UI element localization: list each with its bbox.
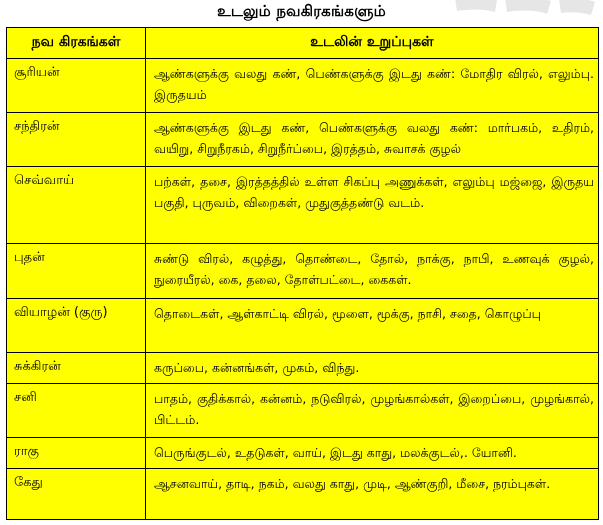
body-parts: பாதம், குதிக்கால், கன்னம், நடுவிரல், முழங்கால்கள், இறைப்பை, முழங்கால், பிட்டம். (146, 384, 599, 438)
header-body-parts: உடலின் உறுப்புகள் (146, 28, 599, 59)
planet-name: சந்திரன் (7, 113, 146, 167)
page-title: உடலும் நவகிரகங்களும் (217, 2, 386, 20)
table-row (7, 244, 599, 299)
planet-name: சுக்கிரன் (7, 353, 146, 384)
table-row (7, 438, 599, 469)
table-row (7, 299, 599, 353)
body-parts: பற்கள், தசை, இரத்தத்தில் உள்ள சிகப்பு அணுக்கள், எலும்பு மஜ்ஜை, இருதய பகுதி, புருவம், விறைகள், முதுகுத்தண்டு வடம். (146, 167, 599, 244)
planet-name: புதன் (7, 244, 146, 299)
body-parts: தொடைகள், ஆள்காட்டி விரல், மூளை, மூக்கு, நாசி, சதை, கொழுப்பு (146, 299, 599, 353)
body-parts: ஆசனவாய், தாடி, நகம், வலது காது, முடி, ஆண்குறி, மீசை, நரம்புகள். (146, 469, 599, 520)
table-row (7, 113, 599, 167)
table-row (7, 384, 599, 438)
table-header-row (7, 28, 599, 59)
planets-body-parts-table (6, 27, 599, 520)
table-row (7, 353, 599, 384)
planet-name: சூரியன் (7, 59, 146, 113)
body-parts: கருப்பை, கன்னங்கள், முகம், விந்து. (146, 353, 599, 384)
table-row (7, 167, 599, 244)
planet-name: கேது (7, 469, 146, 520)
planet-name: செவ்வாய் (7, 167, 146, 244)
planet-name: ராகு (7, 438, 146, 469)
table-row (7, 469, 599, 520)
table-row (7, 59, 599, 113)
planet-name: சனி (7, 384, 146, 438)
body-parts: ஆண்களுக்கு வலது கண், பெண்களுக்கு இடது கண்: மோதிர விரல், எலும்பு. இருதயம் (146, 59, 599, 113)
body-parts: ஆண்களுக்கு இடது கண், பெண்களுக்கு வலது கண்: மார்பகம், உதிரம், வயிறு, சிறுநீரகம், சிறுநீர்ப்பை, இரத்தம், சுவாசக் குழல் (146, 113, 599, 167)
planet-name: வியாழன் (குரு) (7, 299, 146, 353)
header-planets: நவ கிரகங்கள் (7, 28, 146, 59)
body-parts: பெருங்குடல், உதடுகள், வாய், இடது காது, மலக்குடல்,. யோனி. (146, 438, 599, 469)
body-parts: சுண்டு விரல், கழுத்து, தொண்டை, தோல், நாக்கு, நாபி, உணவுக் குழல், நுரையீரல், கை, தலை, தோள்பட்டை, கைகள். (146, 244, 599, 299)
